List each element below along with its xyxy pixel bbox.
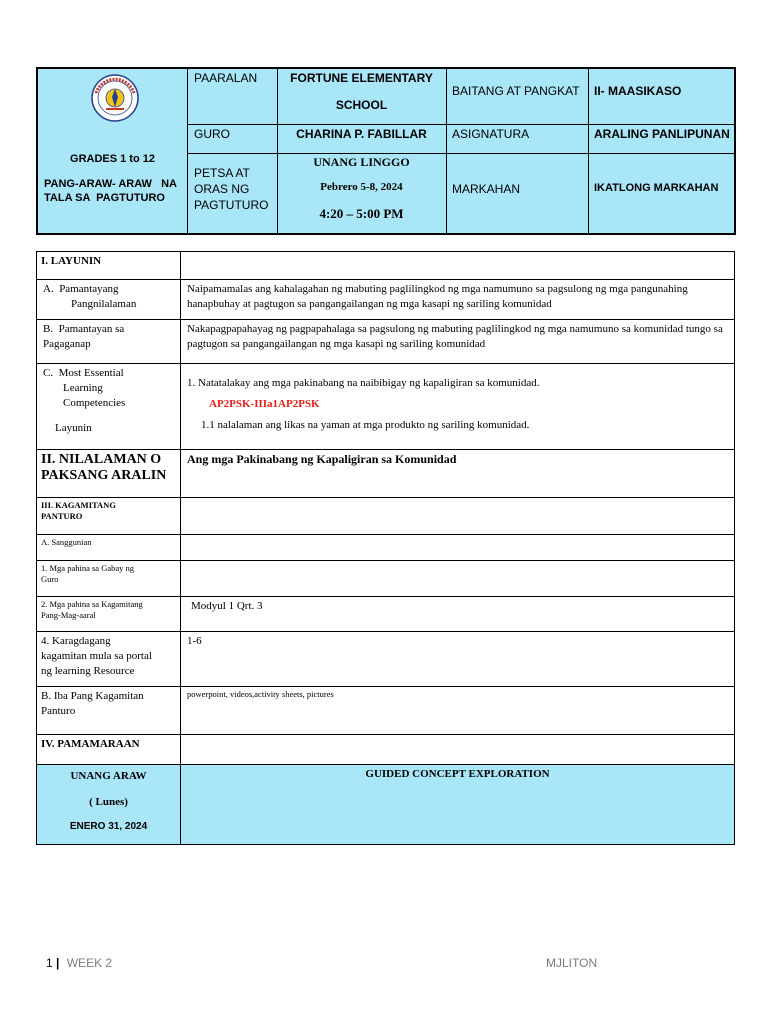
unang-araw-label: UNANG ARAW [70,770,147,782]
petsa-label [194,165,268,213]
iba-label-line1: B. Iba Pang Kagamitan [41,690,144,702]
kagamitan-label [37,498,181,534]
row-kagamitan [37,498,734,535]
kagamitan-label-line2: PANTURO [41,511,83,521]
week-label: UNANG LINGGO [313,155,410,169]
unang-araw-cell [37,765,181,844]
deped-seal [90,73,140,123]
row-nilalaman [37,450,734,498]
asignatura-label: ASIGNATURA [452,127,530,141]
asignatura-value: ARALING PANLIPUNAN [594,127,730,141]
karagdagang-label-line1: 4. Karagdagang [41,635,111,647]
dll-title-line2: TALA SA PAGTUTURO [44,192,165,204]
layunin-label: I. LAYUNIN [37,252,181,279]
melc-text-1: 1. Natatalakay ang mga pakinabang na naibibigay ng kapaligiran sa komunidad. [187,377,540,389]
page-footer [46,956,112,970]
row-pamantayang-pangnilalaman [37,280,734,320]
pamamaraan-label: IV. PAMAMARAAN [37,735,181,764]
nilalaman-label [37,450,181,497]
page-number: 1 [46,956,53,970]
pagganap-label-line2: Pagaganap [43,338,91,350]
dll-title [44,177,184,205]
iba-label-line2: Panturo [41,705,76,717]
lesson-plan-table [36,251,735,845]
petsa-label-line2: ORAS NG [194,182,250,196]
melc-label [37,364,181,449]
karagdagang-label-line2: kagamitan mula sa portal [41,650,152,662]
pagganap-text: Nakapagpapahayag ng pagpapahalaga sa pagsulong ng mabuting paglilingkod ng mga namumuno sa komunidad tungo sa pagtugon sa pangangailangan ng mga kasapi ng sariling komunidad [187,323,723,350]
gabay-label-line1: 1. Mga pahina sa Gabay ng [41,563,135,573]
kagamitang-label-line2: Pang-Mag-aaral [41,610,96,620]
paaralan-label: PAARALAN [194,71,258,85]
lunes-label: ( Lunes) [89,796,128,808]
enero-date: ENERO 31, 2024 [69,821,148,832]
melc-label-line4: Layunin [55,422,92,434]
footer-author: MJLITON [546,956,598,970]
row-sanggunian [37,535,734,561]
pamantayang-text: Naipamamalas ang kahalagahan ng mabuting paglilingkod ng mga namumuno sa pagsulong ng mga pangunahing hanapbuhay at pagtugon sa pangangailangan ng mga kasapi ng sariling komunidad [187,283,688,310]
pamantayang-label-line1: A. Pamantayang [43,283,119,295]
pamantayang-label-line2: Pangnilalaman [71,298,137,310]
pamantayang-label [37,280,181,319]
melc-label-line1: C. Most Essential [43,367,124,379]
guro-label: GURO [194,127,230,141]
kagamitang-label-line1: 2. Mga pahina sa Kagamitang [41,599,143,609]
guro-value: CHARINA P. FABILLAR [296,127,427,141]
baitang-value: II- MAASIKASO [594,84,682,98]
dll-title-line1: PANG-ARAW- ARAW NA [44,178,177,190]
iba-label [37,687,181,734]
melc-label-line3: Competencies [63,397,126,409]
header-table [36,67,736,235]
row-layunin [37,252,734,280]
melc-code: AP2PSK-IIIa1AP2PSK [209,398,320,410]
time-value: 4:20 – 5:00 PM [319,206,404,221]
sanggunian-label: A. Sanggunian [37,535,181,560]
footer-separator: | [56,956,60,970]
guided-concept-label: GUIDED CONCEPT EXPLORATION [365,768,550,780]
petsa-label-line3: PAGTUTURO [194,198,269,212]
petsa-label-line1: PETSA AT [194,166,250,180]
markahan-label: MARKAHAN [452,182,521,196]
date-value: Pebrero 5-8, 2024 [320,181,403,193]
school-name-line1: FORTUNE ELEMENTARY [290,71,433,85]
gabay-label [37,561,181,596]
kagamitan-label-line1: III. KAGAMITANG [41,500,116,510]
footer-week: WEEK 2 [66,956,113,970]
nilalaman-label-line1: II. NILALAMAN O [41,452,162,467]
row-iba-pang-kagamitan [37,687,734,735]
grades-label: GRADES 1 to 12 [70,153,155,165]
row-unang-araw [37,765,734,844]
row-melc [37,364,734,450]
karagdagang-label [37,632,181,686]
row-pamamaraan [37,735,734,765]
melc-content [181,364,734,449]
nilalaman-label-line2: PAKSANG ARALIN [41,468,167,483]
karagdagang-text: 1-6 [187,635,202,647]
row-karagdagang [37,632,734,687]
pagganap-label [37,320,181,363]
baitang-label: BAITANG AT PANGKAT [452,84,580,98]
gabay-label-line2: Guro [41,574,59,584]
kagamitang-label [37,597,181,631]
nilalaman-text: Ang mga Pakinabang ng Kapaligiran sa Komunidad [187,452,457,466]
karagdagang-label-line3: ng learning Resource [41,665,135,677]
iba-text: powerpoint, videos,activity sheets, pictures [187,689,334,699]
row-kagamitang-mag-aaral [37,597,734,632]
row-gabay [37,561,734,597]
pagganap-label-line1: B. Pamantayan sa [43,323,125,335]
markahan-value: IKATLONG MARKAHAN [594,182,719,194]
school-name [277,71,446,112]
row-pamantayan-pagganap [37,320,734,364]
school-name-line2: SCHOOL [335,98,388,112]
melc-text-2: 1.1 nalalaman ang likas na yaman at mga produkto ng sariling komunidad. [201,419,530,431]
melc-label-line2: Learning [63,382,103,394]
kagamitang-text: Modyul 1 Qrt. 3 [191,600,263,612]
